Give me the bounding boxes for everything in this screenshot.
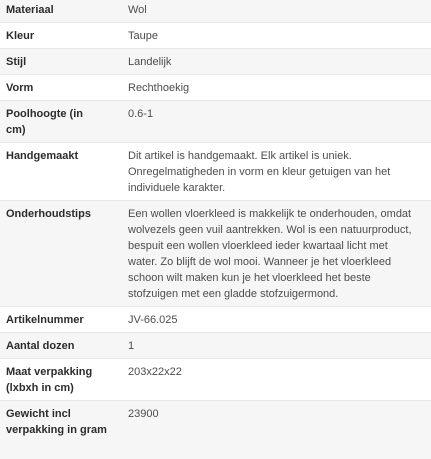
- spec-value: JV-66.025: [121, 307, 431, 333]
- spec-value: Landelijk: [121, 49, 431, 75]
- spec-value: 1: [121, 333, 431, 359]
- spec-value: 0.6-1: [121, 101, 431, 143]
- spec-label: Maat verpakking (lxbxh in cm): [0, 359, 121, 401]
- spec-label: Vorm: [0, 75, 121, 101]
- spec-value: Dit artikel is handgemaakt. Elk artikel is uniek. Onregelmatigheden in vorm en kleur getuigen van het individuele karakter.: [121, 143, 431, 201]
- spec-label: Handgemaakt: [0, 143, 121, 201]
- spec-label: Onderhoudstips: [0, 201, 121, 307]
- spec-label: Poolhoogte (in cm): [0, 101, 121, 143]
- spec-label: Materiaal: [0, 0, 121, 23]
- spec-value: 23900: [121, 401, 431, 459]
- spec-row-artikelnummer: [0, 307, 431, 333]
- spec-row-onderhoudstips: [0, 201, 431, 307]
- spec-row-poolhoogte: [0, 101, 431, 143]
- spec-row-stijl: [0, 49, 431, 75]
- spec-row-maat-verpakking: [0, 359, 431, 401]
- spec-label: Artikelnummer: [0, 307, 121, 333]
- spec-value: 203x22x22: [121, 359, 431, 401]
- spec-value: Een wollen vloerkleed is makkelijk te onderhouden, omdat wolvezels geen vuil aantrekken. Wol is een natuurproduct, bespuit een wollen vloerkleed ieder kwartaal licht met water. Zo blijft de wol mooi. Wanneer je het vloerkleed schoon wilt maken kun je het vloerkleed het beste stofzuigen met een gladde stofzuigermond.: [121, 201, 431, 307]
- spec-label: Kleur: [0, 23, 121, 49]
- spec-row-gewicht: [0, 401, 431, 459]
- spec-label: Gewicht incl verpakking in gram: [0, 401, 121, 459]
- spec-row-vorm: [0, 75, 431, 101]
- spec-value: Rechthoekig: [121, 75, 431, 101]
- spec-row-aantal-dozen: [0, 333, 431, 359]
- spec-row-handgemaakt: [0, 143, 431, 201]
- spec-row-kleur: [0, 23, 431, 49]
- spec-row-materiaal: [0, 0, 431, 23]
- spec-label: Aantal dozen: [0, 333, 121, 359]
- spec-label: Stijl: [0, 49, 121, 75]
- spec-value: Wol: [121, 0, 431, 23]
- spec-value: Taupe: [121, 23, 431, 49]
